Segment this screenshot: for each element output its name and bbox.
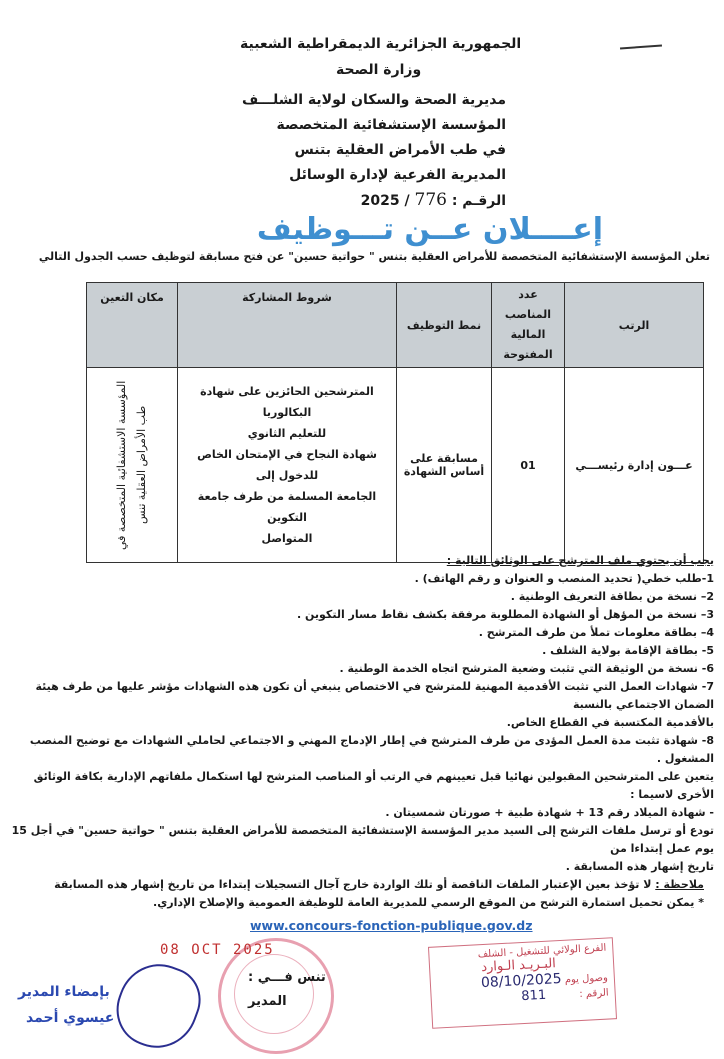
cell-place bbox=[87, 368, 178, 563]
deposit-text: تودع أو ترسل ملفات الترشح إلى السيد مدير المؤسسة الإستشفائية المتخصصة للأمراض العقلية بتنس " حواتية حسين" في أجل 15 يوم عمل إبتداءا من bbox=[11, 824, 714, 855]
document-item: 7- شهادات العمل التي تثبت الأقدمية المهنية للمترشح في الاختصاص ينبغي أن تكون هذه الشهادات مؤشر عليها من طرف هيئة الضمان الاجتماعي بالنسبة bbox=[35, 680, 714, 711]
condition-line: المتواصل bbox=[261, 532, 313, 545]
cell-mode: مسابقة على أساس الشهادة bbox=[397, 368, 492, 563]
condition-line: للتعليم الثانوي bbox=[247, 427, 327, 440]
document-item: 5- بطاقة الإقامة بولاية الشلف . bbox=[542, 644, 714, 657]
ref-number: 776 bbox=[414, 190, 447, 210]
document-item: بالأقدمية المكتسبة في القطاع الخاص. bbox=[506, 716, 714, 729]
pen-mark bbox=[620, 45, 662, 50]
place-date: تنس فـــي : bbox=[248, 970, 326, 985]
ref-label: الرقـم : bbox=[451, 193, 506, 209]
signature-name-2: عيسوي أحمد bbox=[26, 1010, 115, 1026]
document-item: 1-طلب خطي( تحديد المنصب و العنوان و رقم الهاتف) . bbox=[414, 572, 714, 585]
signature-scribble bbox=[106, 953, 210, 1059]
cell-posts: 01 bbox=[492, 368, 565, 563]
condition-line: شهادة النجاح في الإمتحان الخاص للدخول إلى bbox=[197, 448, 377, 482]
website-link[interactable]: www.concours-fonction-publique.gov.dz bbox=[250, 918, 533, 933]
header-rank: الرتب bbox=[565, 283, 704, 368]
header-place: مكان التعين bbox=[87, 283, 178, 368]
received-stamp bbox=[428, 937, 617, 1029]
header-posts: عدد المناصب المالية المفتوحة bbox=[492, 283, 565, 368]
place-text: المؤسسة الاستشفائية المتخصصة في طب الأمراض العقلية تنس bbox=[115, 380, 148, 550]
stamp-title: البـريـد الـوارد bbox=[480, 956, 557, 976]
ref-year: / 2025 bbox=[360, 193, 410, 209]
final-docs-intro: يتعين على المترشحين المقبولين نهائيا قبل تعيينهم في الرتب أو المناصب المترشح لها استكمال ملفاتهم الإدارية بكافة الوثائق الأخرى لاسيما : bbox=[33, 770, 714, 801]
institution-block bbox=[242, 88, 506, 214]
note bbox=[10, 876, 714, 894]
document-item: 6- نسخة من الوثيقة التي تثبت وضعية المترشح اتجاه الخدمة الوطنية . bbox=[339, 662, 714, 675]
signatory-title: المدير bbox=[248, 994, 287, 1009]
document-item: 2– نسخة من بطاقة التعريف الوطنية . bbox=[510, 590, 714, 603]
stamp-org: الفرع الولائي للتشغيل - الشلف bbox=[477, 942, 607, 961]
document-item: 4– بطاقة معلومات تملأ من طرف المترشح . bbox=[478, 626, 714, 639]
note-text: لا تؤخذ بعين الإعتبار الملفات الناقصة أو تلك الواردة خارج آجال التسجيلات إبتداءا من تاريخ إشهار هذه المسابقة bbox=[54, 878, 652, 891]
deposit-text-cont: تاريخ إشهار هذه المسابقة . bbox=[565, 860, 714, 873]
recruitment-table bbox=[86, 282, 704, 563]
table-row bbox=[87, 368, 704, 563]
institution-line: مديرية الصحة والسكان لولاية الشلـــف bbox=[242, 92, 506, 108]
cell-rank: عـــون إدارة رئيســـي bbox=[565, 368, 704, 563]
institution-line: في طب الأمراض العقلية بتنس bbox=[294, 142, 506, 158]
institution-line: المؤسسة الإستشفائية المتخصصة bbox=[276, 117, 506, 133]
documents-heading: يجب أن يحتوي ملف المترشح على الوثائق التالية : bbox=[446, 554, 714, 567]
intro-text: تعلن المؤسسة الإستشفائية المتخصصة للأمراض العقلية بتنس " حواتية حسين" عن فتح مسابقة لتوظيف حسب الجدول التالي bbox=[38, 250, 710, 263]
documents-section bbox=[10, 552, 714, 912]
table-header-row bbox=[87, 283, 704, 368]
stamp-date-label: وصول يوم bbox=[564, 972, 609, 986]
ministry-header: وزارة الصحة bbox=[336, 62, 422, 78]
download-note: * يمكن تحميل استمارة الترشح من الموقع الرسمي للمديرية العامة للوظيفة العمومية والإصلاح الإداري. bbox=[153, 896, 704, 909]
stamp-date: 08/10/2025 bbox=[480, 970, 562, 992]
cell-conditions bbox=[178, 368, 397, 563]
institution-line: المديرية الفرعية لإدارة الوسائل bbox=[289, 167, 506, 183]
republic-header: الجمهورية الجزائرية الديمقراطية الشعبية bbox=[240, 36, 522, 52]
condition-line: المترشحين الحائزين على شهادة البكالوريا bbox=[200, 385, 374, 419]
condition-line: الجامعة المسلمة من طرف جامعة التكوين bbox=[197, 490, 377, 524]
document-item: 8- شهادة تثبت مدة العمل المؤدى من طرف المترشح في إطار الإدماج المهني و الاجتماعي لحاملي الشهادات مع توضيح المنصب المشغول . bbox=[29, 734, 714, 765]
announcement-title: إعــــلان عــن تـــوظيف bbox=[256, 212, 604, 247]
signature-name: بإمضاء المدير bbox=[18, 984, 110, 1000]
body-flow bbox=[10, 552, 714, 1050]
stamp-number-label: الرقم : bbox=[579, 987, 609, 1001]
header-conditions: شروط المشاركة bbox=[178, 283, 397, 368]
document-item: 3– نسخة من المؤهل أو الشهادة المطلوبة مرفقة بكشف نقاط مسار التكوين . bbox=[297, 608, 714, 621]
final-docs: - شهادة الميلاد رقم 13 + شهادة طبية + صورتان شمسيتان . bbox=[385, 806, 714, 819]
date-stamp: 08 OCT 2025 bbox=[160, 942, 275, 958]
stamp-number: 811 bbox=[520, 987, 547, 1005]
footer bbox=[10, 918, 714, 1050]
reference-number bbox=[242, 188, 506, 214]
note-label: ملاحظة : bbox=[655, 878, 704, 891]
header-mode: نمط التوظيف bbox=[397, 283, 492, 368]
